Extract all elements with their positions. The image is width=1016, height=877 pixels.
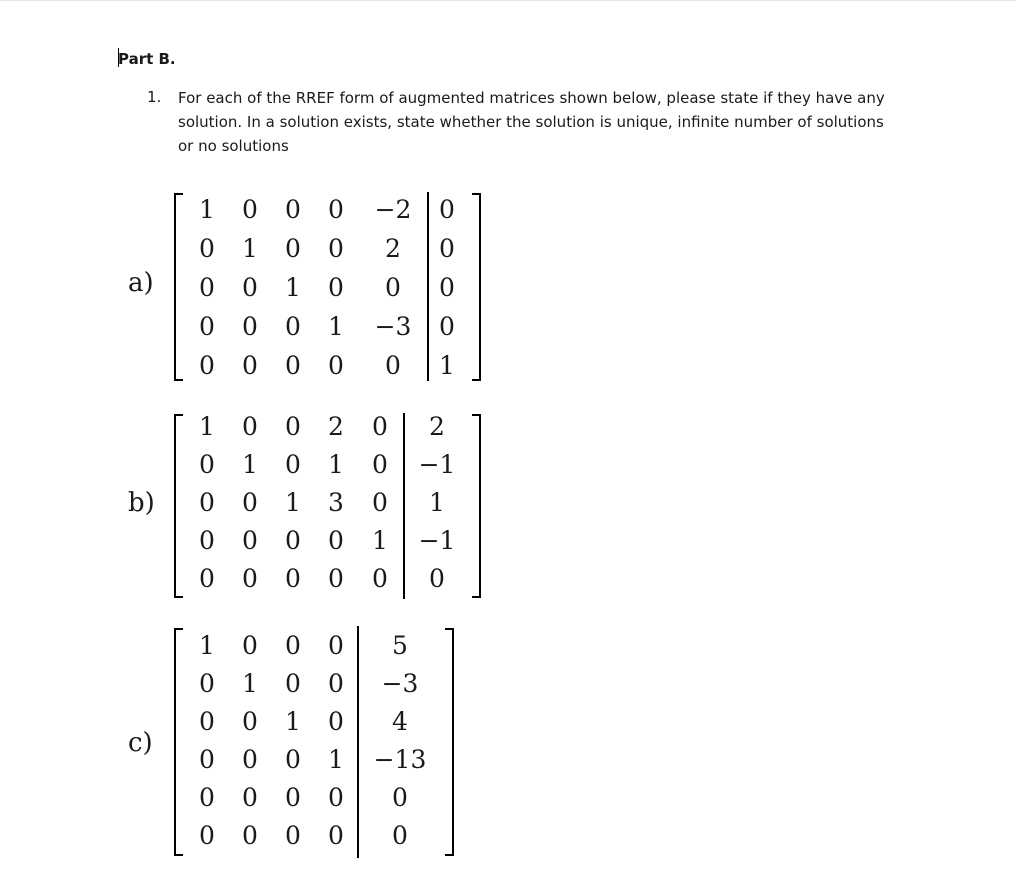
question-line: solution. In a solution exists, state whether the solution is unique, infinite number of solutions [178,113,884,131]
matrix-a-label: a) [128,268,154,298]
matrix-cell: 0 [429,564,445,593]
matrix-cell: 0 [199,273,215,302]
matrix-cell: 0 [242,526,258,555]
matrix-cell: 0 [328,351,344,380]
matrix-cell: 0 [242,312,258,341]
matrix-cell: 0 [372,488,388,517]
matrix-cell: 0 [199,351,215,380]
matrix-cell: 1 [242,450,258,479]
matrix-cell: 0 [285,631,301,660]
matrix-cell: −3 [374,312,412,341]
matrix-cell: 1 [242,234,258,263]
matrix-cell: 1 [285,707,301,736]
matrix-cell: 0 [285,412,301,441]
left-bracket [174,414,183,598]
matrix-cell: 0 [199,564,215,593]
matrix-cell: 0 [328,821,344,850]
left-bracket [174,628,183,856]
right-bracket [445,628,454,856]
matrix-cell: 0 [328,195,344,224]
matrix-cell: 0 [285,669,301,698]
matrix-cell: −2 [374,195,412,224]
matrix-cell: 5 [392,631,408,660]
matrix-cell: 2 [328,412,344,441]
matrix-cell: 1 [199,631,215,660]
matrix-cell: 1 [328,450,344,479]
left-bracket [174,193,183,381]
matrix-cell: −1 [418,526,456,555]
page-top-border [0,0,1016,1]
matrix-cell: 1 [242,669,258,698]
matrix-cell: 3 [328,488,344,517]
matrix-cell: 1 [429,488,445,517]
matrix-cell: 0 [242,745,258,774]
question-text [178,86,898,158]
matrix-cell: 0 [328,234,344,263]
matrix-cell: 0 [328,273,344,302]
matrix-cell: 1 [439,351,455,380]
matrix-cell: 0 [285,312,301,341]
matrix-cell: 0 [285,195,301,224]
right-bracket [472,414,481,598]
matrix-cell: 0 [285,526,301,555]
matrix-cell: −1 [418,450,456,479]
right-bracket [472,193,481,381]
matrix-cell: 0 [439,273,455,302]
matrix-cell: 0 [199,745,215,774]
question-number: 1. [147,88,162,106]
matrix-cell: 0 [328,526,344,555]
matrix-cell: 0 [328,669,344,698]
matrix-cell: 0 [328,783,344,812]
matrix-cell: 0 [242,195,258,224]
matrix-cell: 0 [199,488,215,517]
matrix-cell: 1 [328,745,344,774]
matrix-cell: 0 [285,450,301,479]
matrix-cell: 0 [285,564,301,593]
matrix-cell: 0 [372,412,388,441]
matrix-cell: 0 [199,526,215,555]
matrix-b-label: b) [128,488,155,518]
matrix-cell: 1 [328,312,344,341]
matrix-cell: 0 [439,234,455,263]
matrix-cell: 0 [372,450,388,479]
matrix-cell: 0 [199,234,215,263]
matrix-cell: 0 [285,745,301,774]
matrix-cell: 0 [328,564,344,593]
question-line: For each of the RREF form of augmented matrices shown below, please state if they have any [178,89,885,107]
matrix-cell: 0 [328,707,344,736]
matrix-cell: 0 [285,351,301,380]
matrix-cell: 1 [285,273,301,302]
matrix-cell: 1 [199,195,215,224]
matrix-cell: 1 [372,526,388,555]
matrix-cell: 0 [439,195,455,224]
matrix-cell: 1 [199,412,215,441]
matrix-cell: 0 [372,564,388,593]
matrix-cell: 0 [385,351,401,380]
matrix-cell: 0 [242,564,258,593]
matrix-cell: 0 [385,273,401,302]
matrix-cell: 0 [242,631,258,660]
matrix-cell: −3 [381,669,419,698]
matrix-cell: 0 [242,707,258,736]
matrix-cell: 0 [199,312,215,341]
matrix-cell: 4 [392,707,408,736]
matrix-cell: 0 [285,234,301,263]
matrix-cell: 0 [285,783,301,812]
matrix-cell: 0 [242,783,258,812]
matrix-cell: 0 [439,312,455,341]
matrix-c-label: c) [128,728,153,758]
matrix-cell: 0 [242,488,258,517]
matrix-cell: 0 [242,412,258,441]
matrix-cell: 2 [385,234,401,263]
matrix-cell: 0 [199,707,215,736]
part-title: Part B. [118,50,176,68]
matrix-cell: 0 [285,821,301,850]
matrix-cell: −13 [373,745,427,774]
matrix-cell: 0 [242,351,258,380]
question-line: or no solutions [178,137,289,155]
matrix-cell: 0 [242,273,258,302]
matrix-cell: 0 [199,450,215,479]
matrix-cell: 0 [199,821,215,850]
matrix-cell: 0 [392,783,408,812]
matrix-cell: 0 [392,821,408,850]
matrix-cell: 0 [328,631,344,660]
matrix-cell: 1 [285,488,301,517]
matrix-cell: 0 [199,669,215,698]
matrix-cell: 0 [242,821,258,850]
matrix-cell: 0 [199,783,215,812]
matrix-cell: 2 [429,412,445,441]
